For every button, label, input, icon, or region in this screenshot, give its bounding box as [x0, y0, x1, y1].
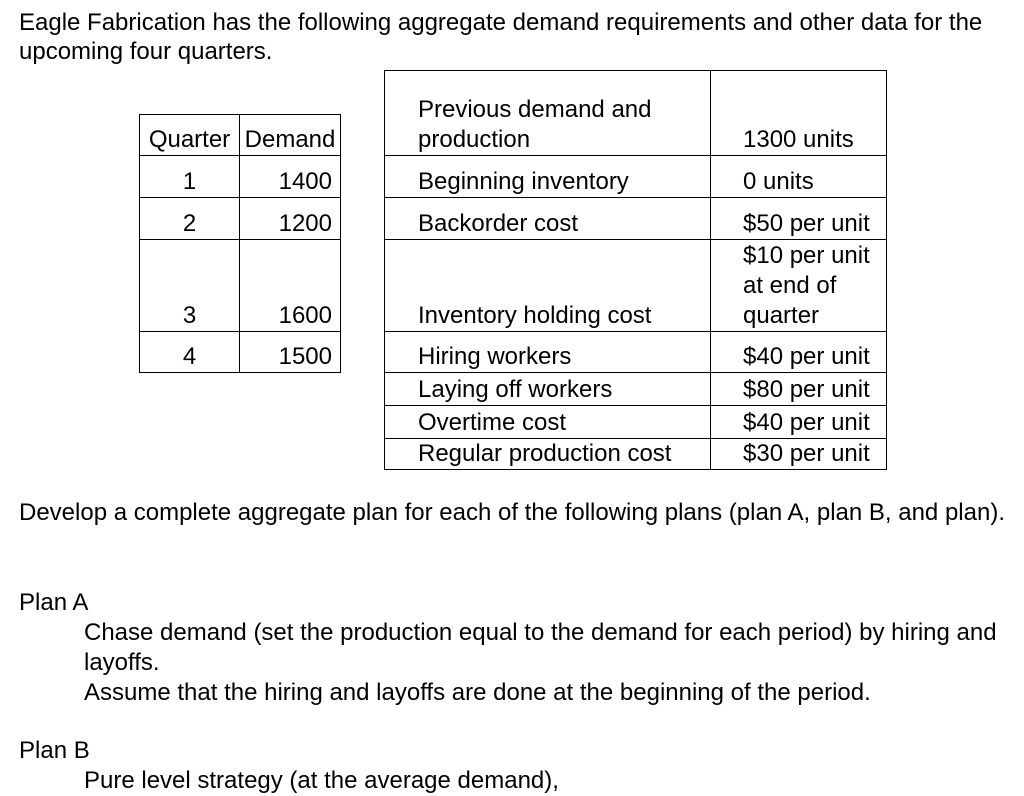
demand-cell: 1200: [240, 198, 341, 240]
table-row: [140, 156, 341, 198]
table-row: [385, 439, 887, 470]
param-label: Overtime cost: [385, 406, 711, 439]
plan-a-title: Plan A: [19, 589, 89, 616]
instruction-paragraph: Develop a complete aggregate plan for each of the following plans (plan A, plan B, and plan).: [19, 499, 1005, 526]
demand-table: [139, 114, 341, 373]
demand-header-row: [140, 115, 341, 156]
param-label: Previous demand and production: [385, 71, 711, 156]
demand-header: Demand: [240, 115, 341, 156]
param-label: Inventory holding cost: [385, 240, 711, 332]
param-value: $30 per unit: [711, 439, 887, 470]
param-value: $40 per unit: [711, 406, 887, 439]
param-value: $50 per unit: [711, 198, 887, 240]
param-value: 1300 units: [711, 71, 887, 156]
table-row: [385, 332, 887, 373]
plan-a-line1: Chase demand (set the production equal to the demand for each period) by hiring and layoffs.: [84, 619, 997, 676]
demand-cell: 1400: [240, 156, 341, 198]
table-row: [385, 156, 887, 198]
param-label: Beginning inventory: [385, 156, 711, 198]
plan-b-title: Plan B: [19, 737, 90, 764]
intro-paragraph: Eagle Fabrication has the following aggregate demand requirements and other data for the upcoming four quarters.: [19, 9, 983, 65]
plan-a-line2: Assume that the hiring and layoffs are done at the beginning of the period.: [84, 679, 871, 706]
quarter-cell: 1: [140, 156, 240, 198]
plan-b-line1: Pure level strategy (at the average demand),: [84, 767, 559, 794]
table-row: [140, 240, 341, 332]
table-row: [385, 240, 887, 332]
demand-cell: 1500: [240, 332, 341, 373]
param-value: $80 per unit: [711, 373, 887, 406]
param-label: Laying off workers: [385, 373, 711, 406]
table-row: [385, 406, 887, 439]
table-row: [385, 71, 887, 156]
demand-cell: 1600: [240, 240, 341, 332]
parameters-table: [384, 70, 887, 470]
table-row: [140, 332, 341, 373]
param-value: $40 per unit: [711, 332, 887, 373]
quarter-cell: 4: [140, 332, 240, 373]
table-row: [385, 373, 887, 406]
quarter-cell: 2: [140, 198, 240, 240]
param-value: 0 units: [711, 156, 887, 198]
table-row: [140, 198, 341, 240]
param-label: Regular production cost: [385, 439, 711, 470]
quarter-header: Quarter: [140, 115, 240, 156]
table-row: [385, 198, 887, 240]
quarter-cell: 3: [140, 240, 240, 332]
param-label: Backorder cost: [385, 198, 711, 240]
param-label: Hiring workers: [385, 332, 711, 373]
param-value: $10 per unit at end of quarter: [711, 240, 887, 332]
